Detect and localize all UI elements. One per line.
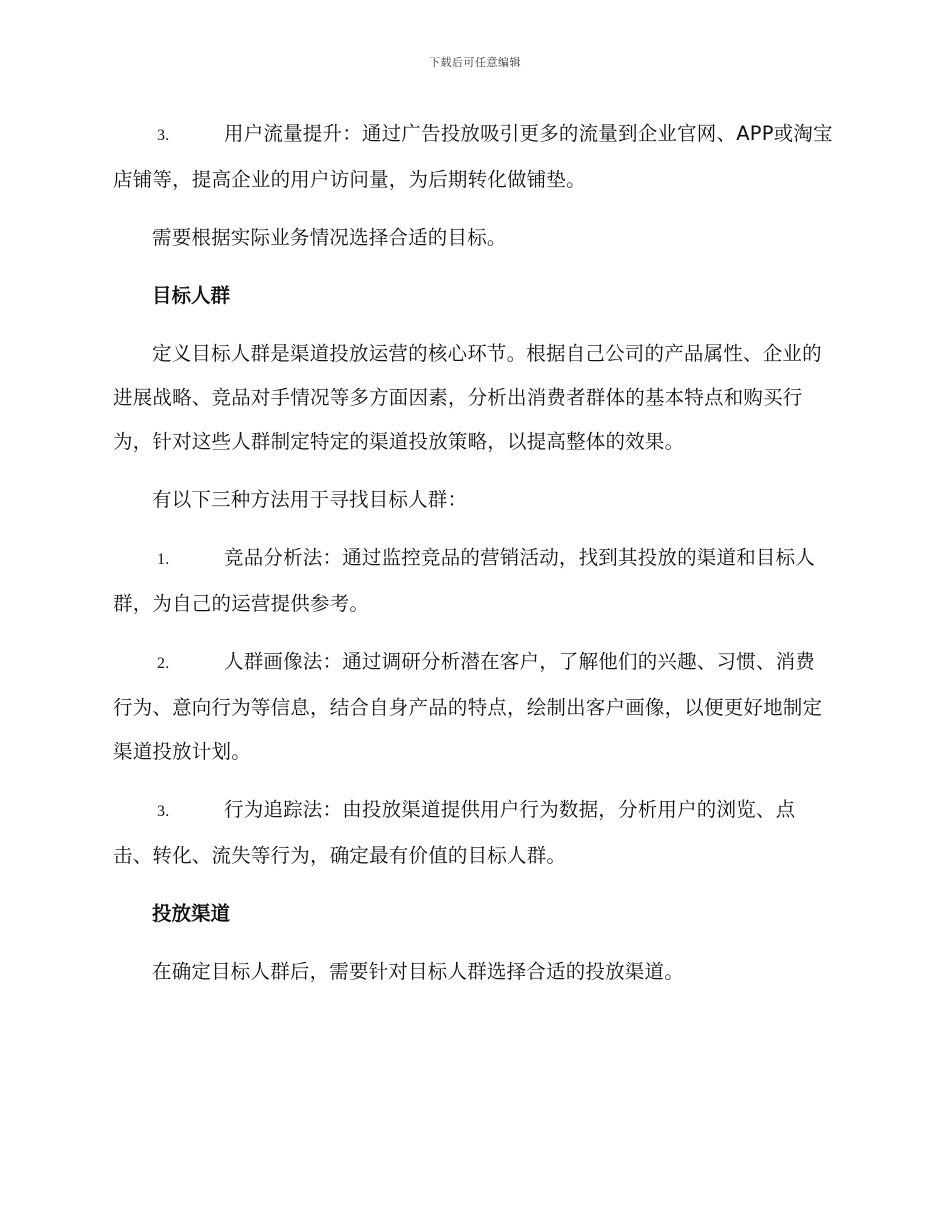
list-text: 人群画像法：通过调研分析潜在客户，了解他们的兴趣、习惯、消费行为、意向行为等信息，结合自身产品的特点，绘制出客户画像，以便更好地制定渠道投放计划。 [113,650,823,763]
paragraph-goal-note: 需要根据实际业务情况选择合适的目标。 [152,226,507,249]
page-header: 下载后可任意编辑 [429,56,521,69]
list-item-user-traffic [113,112,833,202]
list-text: 用户流量提升：通过广告投放吸引更多的流量到企业官网、APP或淘宝店铺等，提高企业的用户访问量，为后期转化做铺垫。 [113,122,833,191]
list-text: 行为追踪法：由投放渠道提供用户行为数据，分析用户的浏览、点击、转化、流失等行为，确定最有价值的目标人群。 [113,798,796,867]
paragraph-channel: 在确定目标人群后，需要针对目标人群选择合适的投放渠道。 [152,960,684,983]
paragraph-methods-intro: 有以下三种方法用于寻找目标人群： [152,488,468,511]
paragraph-target-definition: 定义目标人群是渠道投放运营的核心环节。根据自己公司的产品属性、企业的进展战略、竞品对手情况等多方面因素，分析出消费者群体的基本特点和购买行为，针对这些人群制定特定的渠道投放策略，以提高整体的效果。 [113,342,822,453]
heading-target-audience: 目标人群 [152,284,231,307]
list-number: 3. [157,127,170,144]
document-body [113,112,833,1008]
list-number: 2. [157,655,170,672]
list-number: 3. [157,803,170,820]
list-number: 1. [157,551,170,568]
list-item-behavior-tracking [113,788,833,878]
list-text: 竞品分析法：通过监控竞品的营销活动，找到其投放的渠道和目标人群，为自己的运营提供参考。 [113,546,816,615]
list-item-competitor-analysis [113,536,833,626]
list-item-persona [113,640,833,774]
heading-channels: 投放渠道 [152,902,231,925]
